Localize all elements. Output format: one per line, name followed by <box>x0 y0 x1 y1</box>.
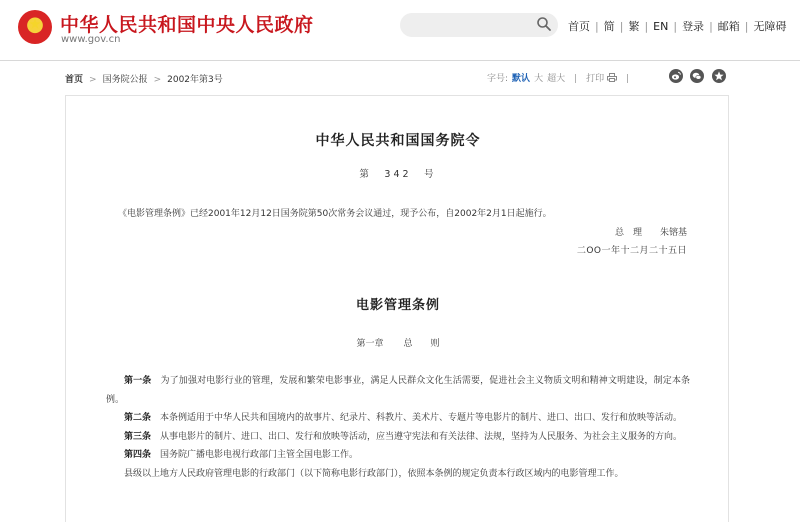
article-text: 国务院广播电影电视行政部门主管全国电影工作。 <box>160 450 359 460</box>
print-button[interactable] <box>586 74 617 84</box>
chevron-right-icon: > <box>153 75 162 85</box>
link-separator: | <box>644 20 649 33</box>
top-links <box>568 18 787 34</box>
article-label: 第一条 <box>124 376 152 386</box>
article-3 <box>106 428 690 447</box>
article-label: 第四条 <box>124 450 152 460</box>
regulation-title: 电影管理条例 <box>355 298 440 313</box>
font-size-label: 字号: <box>487 74 509 84</box>
article-text: 为了加强对电影行业的管理，发展和繁荣电影事业，满足人民群众文化生活需要，促进社会主义物质文明和精神文明建设，制定本条例。 <box>106 376 690 405</box>
article-text: 从事电影片的制片、进口、出口、发行和放映等活动，应当遵守宪法和有关法律、法规，坚持为人民服务、为社会主义服务的方向。 <box>160 431 683 442</box>
link-separator: | <box>744 20 749 33</box>
articles <box>106 372 690 483</box>
print-label: 打印 <box>586 74 605 84</box>
site-title[interactable]: 中华人民共和国中央人民政府 <box>60 14 314 36</box>
weibo-icon[interactable] <box>669 69 683 83</box>
breadcrumb <box>65 72 223 85</box>
link-separator: | <box>709 20 713 33</box>
search-input[interactable] <box>400 13 558 37</box>
link-login[interactable]: 登录 <box>682 20 705 33</box>
link-home[interactable]: 首页 <box>568 20 590 33</box>
font-size-toolbar <box>487 71 638 84</box>
article-1 <box>106 372 690 409</box>
site-header <box>0 0 800 58</box>
document-panel <box>65 95 729 522</box>
article-label: 第二条 <box>124 413 152 423</box>
header-divider <box>0 60 800 61</box>
qzone-icon[interactable] <box>712 69 726 83</box>
link-separator: | <box>673 20 678 33</box>
chapter-heading <box>66 336 730 349</box>
link-separator: | <box>595 20 599 33</box>
link-traditional[interactable]: 繁 <box>628 20 640 33</box>
national-emblem-icon[interactable] <box>18 10 52 44</box>
link-english[interactable]: EN <box>653 20 669 33</box>
print-icon <box>607 73 617 82</box>
search-icon[interactable] <box>536 16 552 32</box>
link-accessibility[interactable]: 无障碍 <box>753 20 787 33</box>
chevron-right-icon: > <box>89 75 97 85</box>
article-text: 本条例适用于中华人民共和国境内的故事片、纪录片、科教片、美术片、专题片等电影片的制片、进口、出口、发行和放映等活动。 <box>160 413 683 423</box>
toolbar-separator: | <box>626 74 630 84</box>
chapter-number: 第一章 <box>356 339 384 349</box>
font-size-default[interactable]: 默认 <box>512 74 531 84</box>
article-4-paragraph-2 <box>106 465 690 484</box>
site-url: www.gov.cn <box>61 34 121 45</box>
signer: 总 理 朱镕基 <box>614 228 687 238</box>
article-label: 第三条 <box>124 431 152 442</box>
breadcrumb-gazette[interactable]: 国务院公报 <box>102 75 148 85</box>
article-2 <box>106 409 690 428</box>
promulgation-text: 《电影管理条例》已经2001年12月12日国务院第50次常务会议通过，现予公布，自2002年2月1日起施行。 <box>118 209 552 219</box>
article-text: 县级以上地方人民政府管理电影的行政部门（以下简称电影行政部门），依照本条例的规定负责本行政区域内的电影管理工作。 <box>124 468 624 479</box>
breadcrumb-issue[interactable]: 2002年第3号 <box>167 75 223 85</box>
breadcrumb-home[interactable]: 首页 <box>65 75 84 85</box>
link-mailbox[interactable]: 邮箱 <box>717 20 740 33</box>
document-number: 第 342 号 <box>359 169 437 180</box>
wechat-icon[interactable] <box>690 69 704 83</box>
article-4 <box>106 446 690 465</box>
font-size-xlarge[interactable]: 超大 <box>547 74 566 84</box>
link-simplified[interactable]: 简 <box>603 20 615 33</box>
link-separator: | <box>619 20 624 33</box>
chapter-name: 总 则 <box>403 339 440 349</box>
font-size-large[interactable]: 大 <box>534 74 544 84</box>
sign-date: 二OO一年十二月二十五日 <box>576 246 687 256</box>
document-title: 中华人民共和国国务院令 <box>315 133 481 149</box>
toolbar-separator: | <box>574 74 578 84</box>
